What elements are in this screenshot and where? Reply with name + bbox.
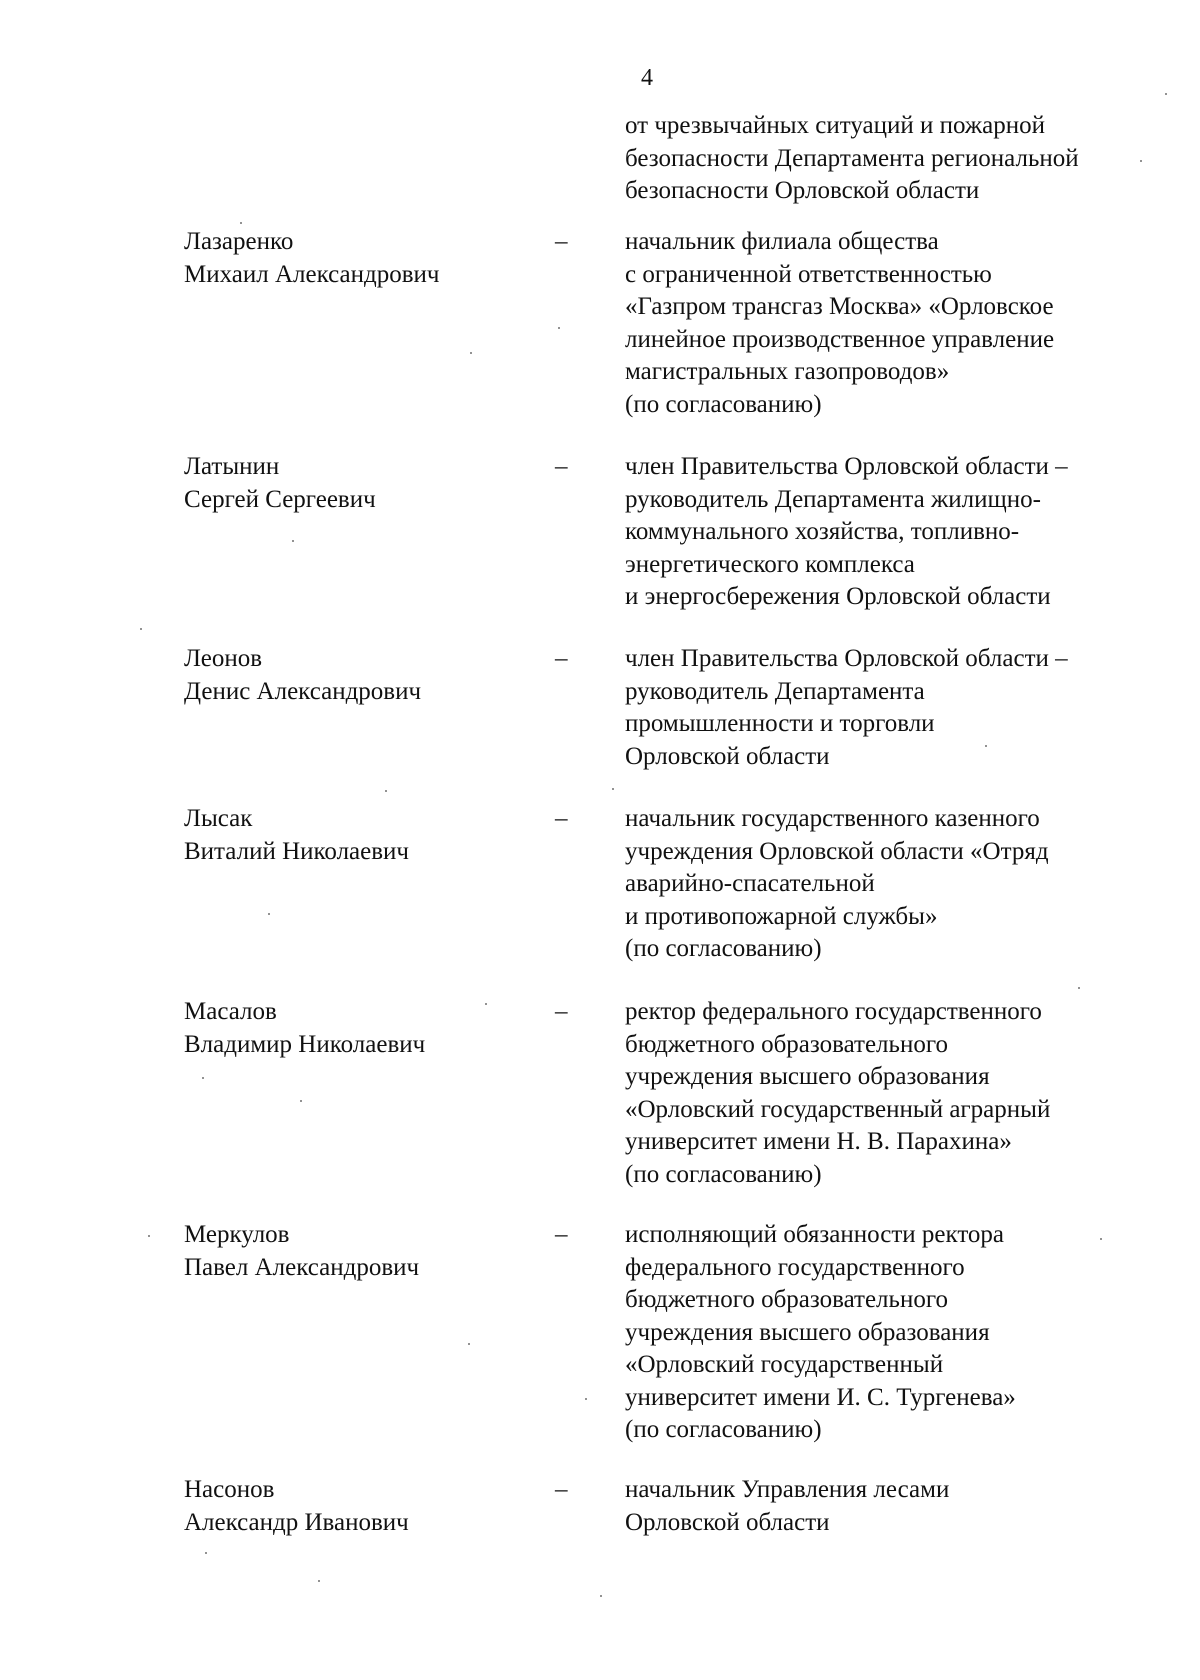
position-line: член Правительства Орловской области – <box>625 453 1068 480</box>
position-line: Орловской области <box>625 1508 830 1536</box>
position-line: (по согласованию) <box>625 1160 822 1188</box>
member-given-names: Виталий Николаевич <box>184 837 409 865</box>
scan-speck <box>1100 1238 1102 1240</box>
entry-dash: – <box>555 645 568 672</box>
member-surname: Лазаренко <box>184 228 294 255</box>
scan-speck <box>268 913 270 915</box>
position-line: магистральных газопроводов» <box>625 358 950 385</box>
member-name <box>184 1474 524 1539</box>
position-line: университет имени И. С. Тургенева» <box>625 1383 1016 1411</box>
scan-speck <box>1140 160 1142 162</box>
member-position <box>625 451 1170 614</box>
member-position <box>625 1219 1170 1447</box>
position-line: (по согласованию) <box>625 935 822 962</box>
member-given-names: Сергей Сергеевич <box>184 485 376 513</box>
entry-dash: – <box>555 805 568 832</box>
member-position <box>625 996 1170 1191</box>
scan-speck <box>292 540 294 542</box>
member-position <box>625 1474 1170 1539</box>
member-position <box>625 226 1170 421</box>
member-surname: Леонов <box>184 645 263 672</box>
scan-speck <box>202 1077 204 1079</box>
entry-dash: – <box>555 998 568 1025</box>
member-surname: Масалов <box>184 998 277 1025</box>
position-line: начальник государственного казенного <box>625 805 1040 832</box>
scan-speck <box>385 790 387 792</box>
member-name <box>184 803 524 868</box>
scan-speck <box>585 1398 587 1400</box>
position-line: член Правительства Орловской области – <box>625 645 1068 672</box>
member-given-names: Владимир Николаевич <box>184 1030 426 1058</box>
member-surname: Насонов <box>184 1476 275 1503</box>
continued-position-line: безопасности Департамента региональной <box>625 144 1079 172</box>
entry-dash: – <box>555 1221 568 1248</box>
scan-speck <box>240 222 242 224</box>
position-line: Орловской области <box>625 742 830 770</box>
member-name <box>184 1219 524 1284</box>
position-line: учреждения высшего образования <box>625 1063 990 1090</box>
member-surname: Латынин <box>184 453 280 480</box>
position-line: «Орловский государственный аграрный <box>625 1095 1051 1123</box>
position-line: линейное производственное управление <box>625 325 1055 353</box>
position-line: учреждения Орловской области «Отряд <box>625 837 1049 865</box>
position-line: промышленности и торговли <box>625 710 935 737</box>
member-given-names: Михаил Александрович <box>184 260 440 288</box>
member-given-names: Александр Иванович <box>184 1508 409 1536</box>
continued-position-text <box>625 110 1165 208</box>
member-surname: Меркулов <box>184 1221 290 1248</box>
member-name <box>184 451 524 516</box>
position-line: «Орловский государственный <box>625 1351 944 1378</box>
member-given-names: Павел Александрович <box>184 1253 420 1281</box>
position-line: и энергосбережения Орловской области <box>625 583 1051 610</box>
continued-position-line: от чрезвычайных ситуаций и пожарной <box>625 112 1046 139</box>
scan-speck <box>600 1595 602 1597</box>
member-position <box>625 643 1170 773</box>
position-line: исполняющий обязанности ректора <box>625 1221 1005 1248</box>
scan-speck <box>985 745 987 747</box>
member-position <box>625 803 1170 966</box>
scan-speck <box>148 1235 150 1237</box>
position-line: учреждения высшего образования <box>625 1318 990 1346</box>
scan-speck <box>205 1552 207 1554</box>
position-line: университет имени Н. В. Парахина» <box>625 1128 1012 1155</box>
entry-dash: – <box>555 453 568 480</box>
member-surname: Лысак <box>184 805 253 832</box>
continued-position-line: безопасности Орловской области <box>625 177 980 204</box>
position-line: руководитель Департамента жилищно- <box>625 485 1041 513</box>
position-line: энергетического комплекса <box>625 550 915 578</box>
page-number: 4 <box>641 65 653 91</box>
scan-speck <box>485 1003 487 1005</box>
position-line: и противопожарной службы» <box>625 902 938 930</box>
member-name <box>184 643 524 708</box>
position-line: аварийно-спасательной <box>625 870 875 897</box>
position-line: бюджетного образовательного <box>625 1030 948 1058</box>
entry-dash: – <box>555 228 568 255</box>
position-line: «Газпром трансгаз Москва» «Орловское <box>625 293 1054 320</box>
position-line: ректор федерального государственного <box>625 998 1042 1025</box>
scan-speck <box>300 1100 302 1102</box>
position-line: (по согласованию) <box>625 1416 822 1443</box>
scan-speck <box>1078 987 1080 989</box>
scan-speck <box>612 788 614 790</box>
position-line: руководитель Департамента <box>625 677 925 705</box>
scan-speck <box>558 327 560 329</box>
scan-speck <box>470 352 472 354</box>
position-line: федерального государственного <box>625 1253 965 1281</box>
position-line: коммунального хозяйства, топливно- <box>625 518 1020 545</box>
scan-speck <box>140 628 142 630</box>
entry-dash: – <box>555 1476 568 1503</box>
position-line: бюджетного образовательного <box>625 1286 948 1313</box>
member-name <box>184 226 524 291</box>
scan-speck <box>468 1343 470 1345</box>
position-line: начальник филиала общества <box>625 228 939 255</box>
position-line: (по согласованию) <box>625 390 822 418</box>
position-line: начальник Управления лесами <box>625 1476 950 1503</box>
member-given-names: Денис Александрович <box>184 677 422 705</box>
member-name <box>184 996 524 1061</box>
position-line: с ограниченной ответственностью <box>625 260 992 288</box>
scan-speck <box>318 1580 320 1582</box>
scan-speck <box>1165 93 1167 95</box>
